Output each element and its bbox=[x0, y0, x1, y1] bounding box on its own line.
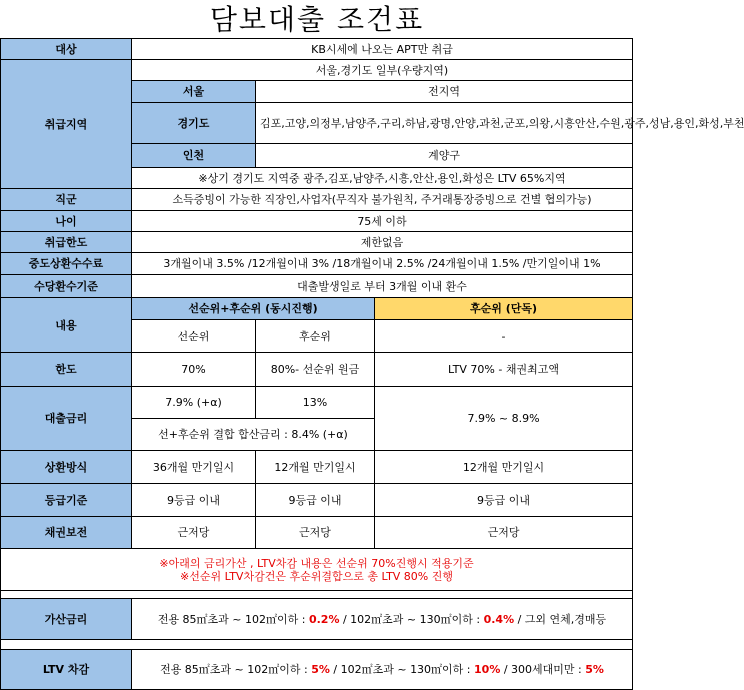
content-junior: 후순위 bbox=[256, 320, 375, 353]
content-senior: 선순위 bbox=[132, 320, 256, 353]
spacer-cell bbox=[1, 591, 132, 599]
table-row bbox=[1, 253, 633, 275]
surcharge-text: / 그외 연체,경매등 bbox=[514, 612, 607, 626]
table-row bbox=[1, 451, 633, 484]
surcharge-rate-1: 0.2% bbox=[308, 612, 340, 626]
prepay-fee-value: 3개월이내 3.5% /12개월이내 3% /18개월이내 2.5% /24개월이내 1.5% /만기일이내 1% bbox=[132, 253, 633, 275]
row-label-rate: 대출금리 bbox=[1, 387, 132, 451]
row-label-grade: 등급기준 bbox=[1, 484, 132, 517]
table-row bbox=[1, 298, 633, 320]
ltv-text: / 102㎡초과 ~ 130㎡이하 : bbox=[329, 663, 475, 676]
row-label-surcharge: 가산금리 bbox=[1, 599, 132, 640]
row-label-limit: 한도 bbox=[1, 353, 132, 387]
surcharge-text: 전용 85㎡초과 ~ 102㎡이하 : bbox=[157, 612, 309, 626]
table-row bbox=[1, 189, 633, 211]
limit-amount-value: 제한없음 bbox=[132, 232, 633, 253]
region-gyeonggi-value: 김포,고양,의정부,남양주,구리,하남,광명,안양,과천,군포,의왕,시흥안산,수원,광주,성남,용인,화성,부천 bbox=[256, 103, 633, 144]
warning-line: ※선순위 LTV차감건은 후순위결합으로 총 LTV 80% 진행 bbox=[180, 569, 454, 583]
warning-line: ※아래의 금리가산 , LTV차감 내용은 선순위 70%진행시 적용기준 bbox=[159, 556, 474, 570]
ltv-rate-2: 10% bbox=[474, 663, 501, 676]
security-junior: 근저당 bbox=[256, 517, 375, 549]
grade-senior: 9등급 이내 bbox=[132, 484, 256, 517]
target-value: KB시세에 나오는 APT만 취급 bbox=[132, 39, 633, 60]
row-label-content: 내용 bbox=[1, 298, 132, 353]
row-label-age: 나이 bbox=[1, 211, 132, 232]
table-row bbox=[1, 353, 633, 387]
row-label-job: 직군 bbox=[1, 189, 132, 211]
surcharge-value bbox=[132, 599, 633, 640]
spacer-row bbox=[1, 591, 633, 599]
rate-senior: 7.9% (+α) bbox=[132, 387, 256, 419]
combo-header: 선순위+후순위 (동시진행) bbox=[132, 298, 375, 320]
ltv-rate-3: 5% bbox=[585, 663, 604, 676]
row-label-prepay-fee: 중도상환수수료 bbox=[1, 253, 132, 275]
ltv-text: 전용 85㎡초과 ~ 102㎡이하 : bbox=[160, 663, 312, 676]
table-row bbox=[1, 232, 633, 253]
limit-solo: LTV 70% - 채권최고액 bbox=[375, 353, 633, 387]
row-label-repay: 상환방식 bbox=[1, 451, 132, 484]
row-label-region: 취급지역 bbox=[1, 60, 132, 189]
repay-solo: 12개월 만기일시 bbox=[375, 451, 633, 484]
row-label-fee-refund: 수당환수기준 bbox=[1, 275, 132, 298]
fee-refund-value: 대출발생일로 부터 3개월 이내 환수 bbox=[132, 275, 633, 298]
region-seoul-value: 전지역 bbox=[256, 81, 633, 103]
spacer-row bbox=[1, 640, 633, 650]
row-label-limit-amount: 취급한도 bbox=[1, 232, 132, 253]
region-gyeonggi-label: 경기도 bbox=[132, 103, 256, 144]
spacer-cell bbox=[1, 640, 132, 650]
table-row bbox=[1, 650, 633, 690]
table-row bbox=[1, 484, 633, 517]
spacer-cell bbox=[132, 591, 633, 599]
table-row bbox=[1, 60, 633, 81]
repay-junior: 12개월 만기일시 bbox=[256, 451, 375, 484]
row-label-ltv-deduct: LTV 차감 bbox=[1, 650, 132, 690]
table-row bbox=[1, 39, 633, 60]
grade-junior: 9등급 이내 bbox=[256, 484, 375, 517]
repay-senior: 36개월 만기일시 bbox=[132, 451, 256, 484]
page-title: 담보대출 조건표 bbox=[209, 3, 425, 36]
region-incheon-value: 계양구 bbox=[256, 144, 633, 168]
limit-junior: 80%- 선순위 원금 bbox=[256, 353, 375, 387]
job-value: 소득증빙이 가능한 직장인,사업자(무직자 불가원칙, 주거래통장증빙으로 건별 협의가능) bbox=[132, 189, 633, 211]
table-row bbox=[1, 599, 633, 640]
rate-combined: 선+후순위 결합 합산금리 : 8.4% (+α) bbox=[132, 419, 375, 451]
grade-solo: 9등급 이내 bbox=[375, 484, 633, 517]
table-row bbox=[1, 387, 633, 419]
table-row bbox=[1, 211, 633, 232]
solo-header: 후순위 (단독) bbox=[375, 298, 633, 320]
condition-table bbox=[0, 38, 744, 690]
age-value: 75세 이하 bbox=[132, 211, 633, 232]
spacer-cell bbox=[132, 640, 633, 650]
surcharge-text: / 102㎡초과 ~ 130㎡이하 : bbox=[339, 612, 484, 626]
ltv-text: / 300세대미만 : bbox=[500, 663, 586, 676]
region-incheon-label: 인천 bbox=[132, 144, 256, 168]
rate-junior: 13% bbox=[256, 387, 375, 419]
warning-row bbox=[1, 549, 633, 591]
row-label-target: 대상 bbox=[1, 39, 132, 60]
region-summary: 서울,경기도 일부(우량지역) bbox=[132, 60, 633, 81]
rate-solo: 7.9% ~ 8.9% bbox=[375, 387, 633, 451]
ltv-rate-1: 5% bbox=[311, 663, 330, 676]
security-solo: 근저당 bbox=[375, 517, 633, 549]
ltv-deduct-value bbox=[132, 650, 633, 690]
region-note: ※상기 경기도 지역중 광주,김포,남양주,시흥,안산,용인,화성은 LTV 65%지역 bbox=[132, 168, 633, 189]
table-row bbox=[1, 275, 633, 298]
row-label-security: 채권보전 bbox=[1, 517, 132, 549]
limit-senior: 70% bbox=[132, 353, 256, 387]
security-senior: 근저당 bbox=[132, 517, 256, 549]
warning-notes bbox=[1, 549, 633, 591]
table-row bbox=[1, 517, 633, 549]
content-solo: - bbox=[375, 320, 633, 353]
region-seoul-label: 서울 bbox=[132, 81, 256, 103]
surcharge-rate-2: 0.4% bbox=[483, 612, 515, 626]
